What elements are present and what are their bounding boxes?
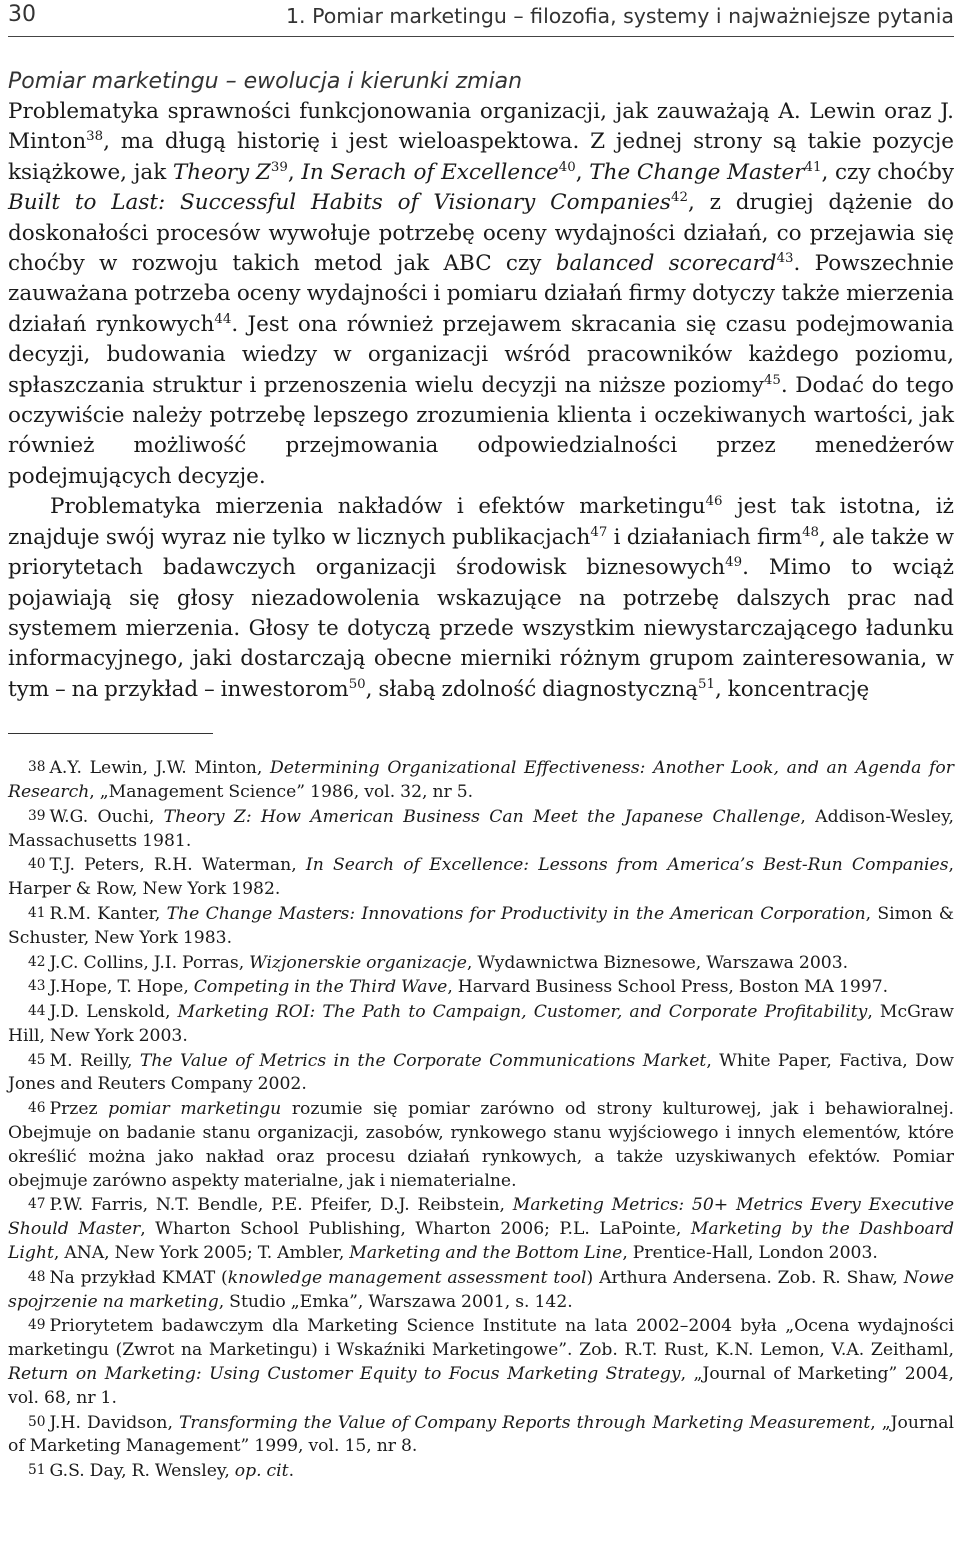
text-run: , Harper & Row, New York 1982. xyxy=(8,855,954,900)
text-run: , Prentice-Hall, London 2003. xyxy=(622,1243,878,1264)
italic-text: Nowe spojrzenie na marketing xyxy=(8,1267,954,1312)
italic-text: Determining Organizational Effectiveness: Another Look, and an Agenda for Research xyxy=(8,758,954,802)
text-run: , Studio „Emka”, Warszawa 2001, s. 142. xyxy=(218,1291,573,1312)
text-run: , koncentrację xyxy=(715,676,870,702)
page-header xyxy=(8,0,954,37)
footnote-number: 48 xyxy=(28,1268,46,1285)
italic-text: Theory Z: How American Business Can Meet the Japanese Challenge xyxy=(163,806,801,827)
footnote-number: 43 xyxy=(28,978,46,995)
text-run: Priorytetem badawczym dla Marketing Science Institute na lata 2002–2004 była „Ocena wydajności marketingu (Zwrot na Marketingu) i Wskaźniki Marketingowe”. Zob. R.T. Rust, K.N. Lemon, V.A. Zeithaml, xyxy=(8,1316,954,1361)
footnote xyxy=(8,902,954,951)
footnote-number: 47 xyxy=(28,1196,46,1213)
footnote-number: 44 xyxy=(28,1003,46,1020)
text-run: , Simon & Schuster, New York 1983. xyxy=(8,903,954,948)
footnote-ref[interactable]: 49 xyxy=(725,554,743,570)
footnote xyxy=(8,1000,954,1049)
footnote xyxy=(8,805,954,854)
italic-text: knowledge management assessment tool xyxy=(227,1267,587,1288)
italic-text: Theory Z xyxy=(172,159,271,185)
text-run: J.H. Davidson, xyxy=(49,1412,179,1433)
italic-text: Competing in the Third Wave xyxy=(193,977,448,998)
text-run: jest tak istotna, iż znajduje swój wyraz nie tylko w licznych publikacjach xyxy=(8,494,954,550)
italic-text: The Change Master xyxy=(589,159,805,185)
text-run: . Mimo to wciąż pojawiają się głosy niezadowolenia wskazujące na potrzebę dalszych prac nad systemem mierzenia. Głosy te dotyczą przede wszystkim niewystarczającego ładunku informacyjnego, jaki dostarczają obecne mierniki różnym grupom zainteresowania, w tym – na przykład – inwestorom xyxy=(8,555,955,702)
text-run: Problematyka sprawności funkcjonowania organizacji, jak zauważają A. Lewin oraz J. Minton xyxy=(8,99,954,155)
page-number: 30 xyxy=(8,2,36,27)
footnote xyxy=(8,951,954,976)
text-run: , McGraw Hill, New York 2003. xyxy=(8,1002,955,1046)
footnote-ref[interactable]: 45 xyxy=(763,372,781,388)
italic-text: Transforming the Value of Company Reports through Marketing Measurement xyxy=(178,1412,871,1433)
text-run: , ANA, New York 2005; T. Ambler, xyxy=(53,1243,350,1264)
italic-text: Return on Marketing: Using Customer Equity to Focus Marketing Strategy xyxy=(8,1364,681,1385)
text-run: Przez xyxy=(49,1099,109,1120)
footnote xyxy=(8,1266,954,1315)
italic-text: In Search of Excellence: Lessons from America’s Best-Run Companies xyxy=(305,855,949,876)
footnote-separator xyxy=(8,733,213,734)
italic-text: Wizjonerskie organizacje xyxy=(249,952,467,973)
text-run: , słabą zdolność diagnostyczną xyxy=(365,676,699,702)
text-run: J.Hope, T. Hope, xyxy=(49,977,194,998)
footnotes xyxy=(8,756,954,1484)
text-run: A.Y. Lewin, J.W. Minton, xyxy=(49,758,270,779)
text-run: . Jest ona również przejawem skracania się czasu podejmowania decyzji, budowania wiedzy w organizacji wśród pracowników każdego poziomu, spłaszczania struktur i przenoszenia wielu decyzji na niższe poziomy xyxy=(8,311,955,398)
running-title: 1. Pomiar marketingu – filozofia, systemy i najważniejsze pytania xyxy=(286,4,954,28)
footnote-ref[interactable]: 50 xyxy=(348,676,366,692)
text-run: Na przykład KMAT ( xyxy=(49,1267,228,1288)
text-run: , Harvard Business School Press, Boston MA 1997. xyxy=(447,977,889,998)
text-run: ) Arthura Andersena. Zob. R. Shaw, xyxy=(586,1267,904,1288)
text-run: W.G. Ouchi, xyxy=(49,806,164,827)
footnote xyxy=(8,853,954,902)
text-run: G.S. Day, R. Wensley, xyxy=(49,1461,235,1482)
footnote-ref[interactable]: 47 xyxy=(590,524,608,540)
footnote-ref[interactable]: 38 xyxy=(86,129,104,145)
italic-text: pomiar marketingu xyxy=(108,1099,282,1120)
footnote-ref[interactable]: 39 xyxy=(270,159,288,175)
footnote xyxy=(8,1097,954,1193)
body-paragraph xyxy=(8,492,954,705)
text-run: . Dodać do tego oczywiście należy potrzebę lepszego zrozumienia klienta i oczekiwanych wartości, jak również możliwość przejmowania odpowiedzialności przez menedżerów podejmujących decyzje. xyxy=(8,372,955,489)
text-run: M. Reilly, xyxy=(49,1050,140,1071)
text-run: , Addison-Wesley, Massachusetts 1981. xyxy=(8,806,954,851)
text-run: , White Paper, Factiva, Dow Jones and Reuters Company 2002. xyxy=(8,1050,955,1095)
text-run: . xyxy=(288,1461,295,1482)
text-run: , Wharton School Publishing, Wharton 2006; P.L. LaPointe, xyxy=(140,1219,691,1240)
footnote-number: 38 xyxy=(28,759,46,776)
text-run: , ale także w priorytetach badawczych organizacji środowisk biznesowych xyxy=(8,524,955,581)
footnote-ref[interactable]: 48 xyxy=(802,524,820,540)
footnote-ref[interactable]: 43 xyxy=(776,250,794,266)
footnote-number: 51 xyxy=(28,1462,46,1479)
footnote-ref[interactable]: 42 xyxy=(670,190,688,206)
footnote-number: 42 xyxy=(28,953,46,970)
text-run: , z drugiej dążenie do doskonałości procesów wywołuje potrzebę oceny wydajności działań, co przejawia się choćby w rozwoju takich metod jak ABC czy xyxy=(8,190,955,277)
footnote-number: 46 xyxy=(28,1100,46,1117)
text-run: , „Management Science” 1986, vol. 32, nr 5. xyxy=(89,781,474,802)
text-run: , „Journal of Marketing” 2004, vol. 68, nr 1. xyxy=(8,1364,954,1408)
italic-text: Marketing ROI: The Path to Campaign, Customer, and Corporate Profitability xyxy=(177,1002,868,1023)
footnote-number: 49 xyxy=(28,1317,46,1334)
text-run: rozumie się pomiar zarówno od strony kulturowej, jak i behawioralnej. Obejmuje on badanie stanu organizacji, zasobów, rynkowego stanu wyjściowego i innych elementów, które określić można jako nakład oraz procesu działań rynkowych, a także uzyskiwanych efektów. Pomiar obejmuje zarówno aspekty materialne, jak i niematerialne. xyxy=(8,1099,955,1191)
italic-text: The Value of Metrics in the Corporate Communications Market xyxy=(139,1050,707,1071)
footnote xyxy=(8,1411,954,1460)
text-run: T.J. Peters, R.H. Waterman, xyxy=(49,855,306,876)
footnote xyxy=(8,1193,954,1265)
document-page xyxy=(8,0,954,1484)
italic-text: Marketing by the Dashboard Light xyxy=(8,1219,955,1264)
text-run: , czy choćby xyxy=(821,159,954,185)
italic-text: Marketing Metrics: 50+ Metrics Every Executive Should Master xyxy=(8,1195,954,1240)
footnote xyxy=(8,1049,954,1098)
text-run: P.W. Farris, N.T. Bendle, P.E. Pfeifer, D.J. Reibstein, xyxy=(49,1195,513,1216)
text-run: J.C. Collins, J.I. Porras, xyxy=(49,952,250,973)
footnote-number: 41 xyxy=(28,904,46,921)
footnote-ref[interactable]: 40 xyxy=(558,159,576,175)
text-run: . Powszechnie zauważana potrzeba oceny wydajności i pomiaru działań firmy dotyczy także mierzenia działań rynkowych xyxy=(8,251,955,337)
text-run: , xyxy=(575,159,590,185)
footnote-ref[interactable]: 51 xyxy=(698,676,716,692)
footnote xyxy=(8,756,954,805)
text-run: , ma długą historię i jest wieloaspektowa. Z jednej strony są takie pozycje książkowe, jak xyxy=(8,129,954,185)
footnote xyxy=(8,1314,954,1410)
italic-text: The Change Masters: Innovations for Productivity in the American Corporation xyxy=(166,903,866,924)
footnote-number: 45 xyxy=(28,1051,46,1068)
italic-text: balanced scorecard xyxy=(555,251,777,277)
footnote xyxy=(8,1459,954,1484)
text-run: , „Journal of Marketing Management” 1999, vol. 15, nr 8. xyxy=(8,1412,954,1457)
body-paragraph xyxy=(8,97,954,492)
footnote-ref[interactable]: 46 xyxy=(705,494,723,510)
text-run: i działaniach firm xyxy=(607,524,803,550)
section-title: Pomiar marketingu – ewolucja i kierunki zmian xyxy=(8,69,523,94)
footnote-number: 40 xyxy=(28,856,46,873)
italic-text: Marketing and the Bottom Line xyxy=(349,1243,623,1264)
text-run: , Wydawnictwa Biznesowe, Warszawa 2003. xyxy=(466,952,849,973)
main-text xyxy=(8,97,954,705)
text-run: J.D. Lenskold, xyxy=(49,1002,178,1023)
footnote-ref[interactable]: 41 xyxy=(804,159,822,175)
italic-text: In Serach of Excellence xyxy=(301,159,559,185)
footnote-ref[interactable]: 44 xyxy=(214,311,232,327)
text-run: Problematyka mierzenia nakładów i efektów marketingu xyxy=(50,494,706,520)
text-run: , xyxy=(287,159,302,185)
footnote xyxy=(8,975,954,1000)
italic-text: op. cit xyxy=(234,1461,289,1482)
footnote-number: 39 xyxy=(28,807,46,824)
text-run: R.M. Kanter, xyxy=(49,903,167,924)
italic-text: Built to Last: Successful Habits of Visionary Companies xyxy=(8,190,671,216)
footnote-number: 50 xyxy=(28,1413,46,1430)
